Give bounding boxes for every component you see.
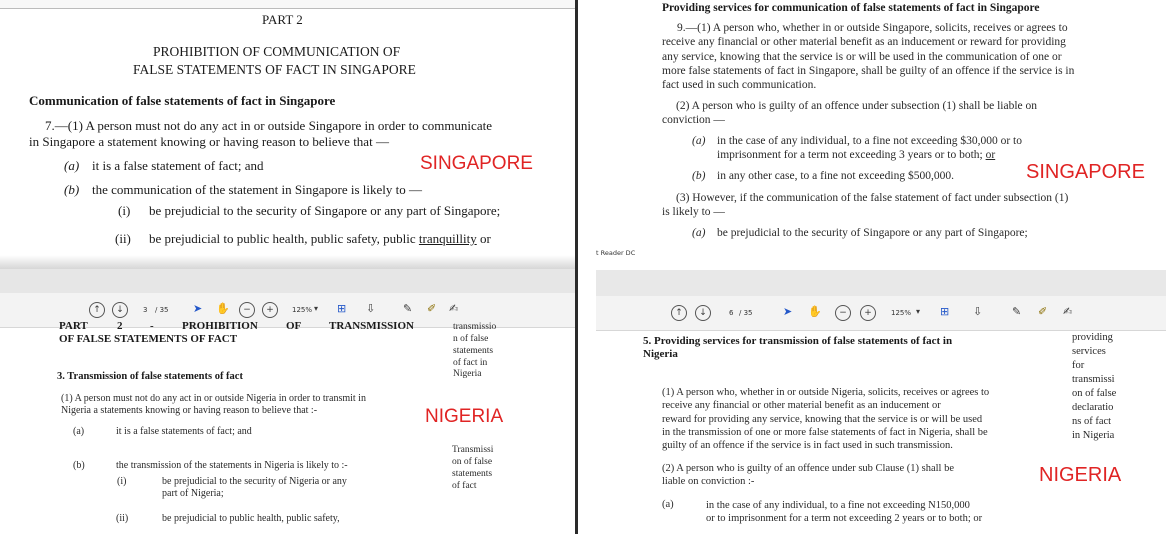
item-text: the transmission of the statements in Nigeria is likely to :- bbox=[116, 460, 348, 471]
heading-line-2: OF FALSE STATEMENTS OF FACT bbox=[59, 333, 238, 345]
paragraph-line: in Singapore a statement knowing or having reason to believe that — bbox=[29, 134, 389, 149]
margin-note: statements bbox=[452, 469, 493, 479]
paragraph-line: 7.—(1) A person must not do any act in or outside Singapore in order to communicate bbox=[45, 118, 492, 133]
sign-icon[interactable]: ✍ bbox=[1063, 305, 1073, 318]
paragraph-line: receive any financial or other material benefit as an inducement or bbox=[662, 400, 941, 411]
margin-note: transmissi bbox=[1072, 374, 1115, 385]
page-number[interactable]: 6 bbox=[729, 309, 734, 317]
ng-left-panel bbox=[0, 293, 575, 534]
margin-note: providing bbox=[1072, 332, 1113, 343]
margin-note: statements bbox=[453, 346, 494, 356]
pdf-toolbar bbox=[596, 296, 1166, 331]
margin-note: n of false bbox=[453, 334, 489, 344]
ruler bbox=[0, 0, 575, 9]
margin-note: of fact in bbox=[453, 358, 488, 368]
heading-line-2: FALSE STATEMENTS OF FACT IN SINGAPORE bbox=[133, 62, 416, 77]
country-label: SINGAPORE bbox=[1026, 161, 1145, 183]
section-title: 3. Transmission of false statements of fact bbox=[57, 371, 243, 382]
underlined-word: or bbox=[985, 149, 996, 161]
zoom-out-icon[interactable]: − bbox=[239, 302, 255, 318]
heading-word: - bbox=[150, 320, 154, 332]
next-page-icon[interactable]: ↓ bbox=[695, 305, 711, 321]
subitem-label: (i) bbox=[117, 476, 127, 487]
page-number[interactable]: 3 bbox=[143, 306, 148, 314]
paragraph-line: (2) A person who is guilty of an offence under sub Clause (1) shall be bbox=[662, 463, 954, 474]
heading-word: TRANSMISSION bbox=[329, 320, 414, 332]
fit-page-icon[interactable]: ⊞ bbox=[337, 302, 347, 315]
item-label: (a) bbox=[692, 135, 706, 147]
item-label: (b) bbox=[73, 460, 85, 471]
subitem-text: be prejudicial to public health, public safety, bbox=[162, 513, 340, 524]
margin-note: Nigeria bbox=[453, 369, 482, 379]
sign-icon[interactable]: ✍ bbox=[449, 302, 459, 315]
section-title: Communication of false statements of fact in Singapore bbox=[29, 93, 336, 108]
page-separator bbox=[0, 255, 575, 269]
paragraph-line: fact used in such communication. bbox=[662, 79, 817, 91]
next-page-icon[interactable]: ↓ bbox=[112, 302, 128, 318]
margin-note: on of false bbox=[1072, 388, 1117, 399]
heading-word: 2 bbox=[117, 320, 123, 332]
paragraph-line: conviction — bbox=[662, 114, 725, 126]
ng-right-panel bbox=[596, 296, 1166, 534]
item-label: (a) bbox=[692, 227, 706, 239]
paragraph-line: any service, knowing that the service is or will be used in the communication of one or bbox=[662, 51, 1062, 63]
margin-note: in Nigeria bbox=[1072, 430, 1115, 441]
text-segment: be prejudicial to public health, public safety, public bbox=[149, 231, 419, 246]
subitem-text: be prejudicial to the security of Nigeria or any bbox=[162, 476, 347, 487]
paragraph-line: more false statements of fact in Singapore, shall be guilty of an offence if the service is in bbox=[662, 65, 1075, 77]
pen-icon[interactable]: ✐ bbox=[427, 302, 437, 315]
paragraph-line: (3) However, if the communication of the false statement of fact under subsection (1) bbox=[676, 192, 1069, 204]
item-label: (a) bbox=[73, 426, 85, 437]
margin-note: services bbox=[1072, 346, 1106, 357]
paragraph-line: in the transmission of one or more false statements of fact in Nigeria, shall be bbox=[662, 427, 988, 438]
underlined-word: tranquillity bbox=[418, 231, 477, 246]
cursor-icon[interactable]: ➤ bbox=[193, 302, 203, 315]
item-text: or to imprisonment for a term not exceeding 2 years or to both; or bbox=[706, 513, 983, 524]
paragraph-line: (2) A person who is guilty of an offence under subsection (1) shall be liable on bbox=[676, 100, 1037, 112]
subitem-text bbox=[149, 231, 491, 247]
part-label: PART 2 bbox=[262, 12, 303, 27]
heading-word: PROHIBITION bbox=[182, 320, 258, 332]
item-label: (b) bbox=[692, 170, 706, 182]
prev-page-icon[interactable]: ↑ bbox=[89, 302, 105, 318]
text-segment: imprisonment for a term not exceeding 3 years or to both; bbox=[717, 149, 986, 161]
comment-icon[interactable]: ✎ bbox=[1012, 305, 1022, 318]
pen-icon[interactable]: ✐ bbox=[1038, 305, 1048, 318]
margin-note: declaratio bbox=[1072, 402, 1114, 413]
subitem-label: (ii) bbox=[115, 231, 131, 246]
item-text: it is a false statement of fact; and bbox=[92, 158, 264, 173]
country-label: NIGERIA bbox=[1039, 464, 1122, 486]
paragraph-line: receive any financial or other material benefit as an inducement or reward for providing bbox=[662, 36, 1066, 48]
zoom-out-icon[interactable]: − bbox=[835, 305, 851, 321]
dropdown-icon[interactable]: ▾ bbox=[916, 307, 921, 316]
item-text: in any other case, to a fine not exceeding $500,000. bbox=[717, 170, 954, 182]
margin-note: on of false bbox=[452, 457, 493, 467]
item-text: in the case of any individual, to a fine not exceeding N150,000 bbox=[706, 500, 970, 511]
item-text: the communication of the statement in Singapore is likely to — bbox=[92, 182, 422, 197]
subitem-text: be prejudicial to the security of Singapore or any part of Singapore; bbox=[149, 203, 501, 218]
paragraph-line: reward for providing any service, knowing that the service is or will be used bbox=[662, 414, 983, 425]
zoom-in-icon[interactable]: + bbox=[262, 302, 278, 318]
subitem-label: (i) bbox=[118, 203, 131, 218]
sg-left-panel bbox=[0, 0, 575, 255]
hand-tool-icon[interactable]: ✋ bbox=[216, 302, 230, 315]
heading-word: PART bbox=[59, 320, 88, 332]
comment-icon[interactable]: ✎ bbox=[403, 302, 413, 315]
country-label: NIGERIA bbox=[425, 406, 504, 427]
zoom-level[interactable]: 125% bbox=[891, 309, 912, 317]
margin-note: ns of fact bbox=[1072, 416, 1112, 427]
country-label: SINGAPORE bbox=[420, 153, 533, 174]
item-label: (a) bbox=[662, 499, 674, 510]
section-title: 5. Providing services for transmission of false statements of fact in bbox=[643, 335, 953, 347]
page-total: / 35 bbox=[155, 306, 169, 314]
scroll-mode-icon[interactable]: ⇩ bbox=[366, 302, 376, 315]
prev-page-icon[interactable]: ↑ bbox=[671, 305, 687, 321]
scroll-mode-icon[interactable]: ⇩ bbox=[973, 305, 983, 318]
item-label: (a) bbox=[64, 158, 80, 173]
margin-note: Transmissi bbox=[452, 445, 494, 455]
app-title: t Reader DC bbox=[596, 249, 636, 257]
fit-page-icon[interactable]: ⊞ bbox=[940, 305, 950, 318]
margin-note: of fact bbox=[452, 481, 477, 491]
gap bbox=[0, 269, 575, 293]
subitem-label: (ii) bbox=[116, 513, 129, 524]
paragraph-line: 9.—(1) A person who, whether in or outside Singapore, solicits, receives or agrees to bbox=[677, 22, 1068, 34]
margin-note: for bbox=[1072, 360, 1085, 371]
paragraph-line: is likely to — bbox=[662, 206, 725, 218]
subitem-text: part of Nigeria; bbox=[162, 488, 224, 499]
section-title: Nigeria bbox=[643, 348, 678, 360]
item-label: (b) bbox=[64, 182, 80, 197]
page-total: / 35 bbox=[739, 309, 753, 317]
zoom-in-icon[interactable]: + bbox=[860, 305, 876, 321]
paragraph-line: (1) A person must not do any act in or outside Nigeria in order to transmit in bbox=[61, 393, 366, 404]
paragraph-line: guilty of an offence if the service is in fact used in such transmission. bbox=[662, 440, 953, 451]
item-text: it is a false statements of fact; and bbox=[116, 426, 252, 437]
item-text: be prejudicial to the security of Singapore or any part of Singapore; bbox=[717, 227, 1028, 239]
item-text bbox=[717, 149, 995, 161]
margin-note: transmissio bbox=[453, 322, 497, 332]
text-segment: or bbox=[476, 231, 491, 246]
paragraph-line: (1) A person who, whether in or outside Nigeria, solicits, receives or agrees to bbox=[662, 387, 990, 398]
divider-gap bbox=[578, 0, 596, 534]
dropdown-icon[interactable]: ▾ bbox=[314, 304, 319, 313]
section-title: Providing services for communication of false statements of fact in Singapore bbox=[662, 2, 1040, 14]
paragraph-line: liable on conviction :- bbox=[662, 476, 755, 487]
paragraph-line: Nigeria a statements knowing or having reason to believe that :- bbox=[61, 405, 318, 416]
cursor-icon[interactable]: ➤ bbox=[783, 305, 793, 318]
heading-line-1: PROHIBITION OF COMMUNICATION OF bbox=[153, 44, 401, 59]
zoom-level[interactable]: 125% bbox=[292, 306, 313, 314]
item-text: in the case of any individual, to a fine not exceeding $30,000 or to bbox=[717, 135, 1022, 147]
sg-right-panel bbox=[596, 0, 1166, 246]
hand-tool-icon[interactable]: ✋ bbox=[808, 305, 822, 318]
gap bbox=[596, 270, 1166, 296]
heading-word: OF bbox=[286, 320, 302, 332]
